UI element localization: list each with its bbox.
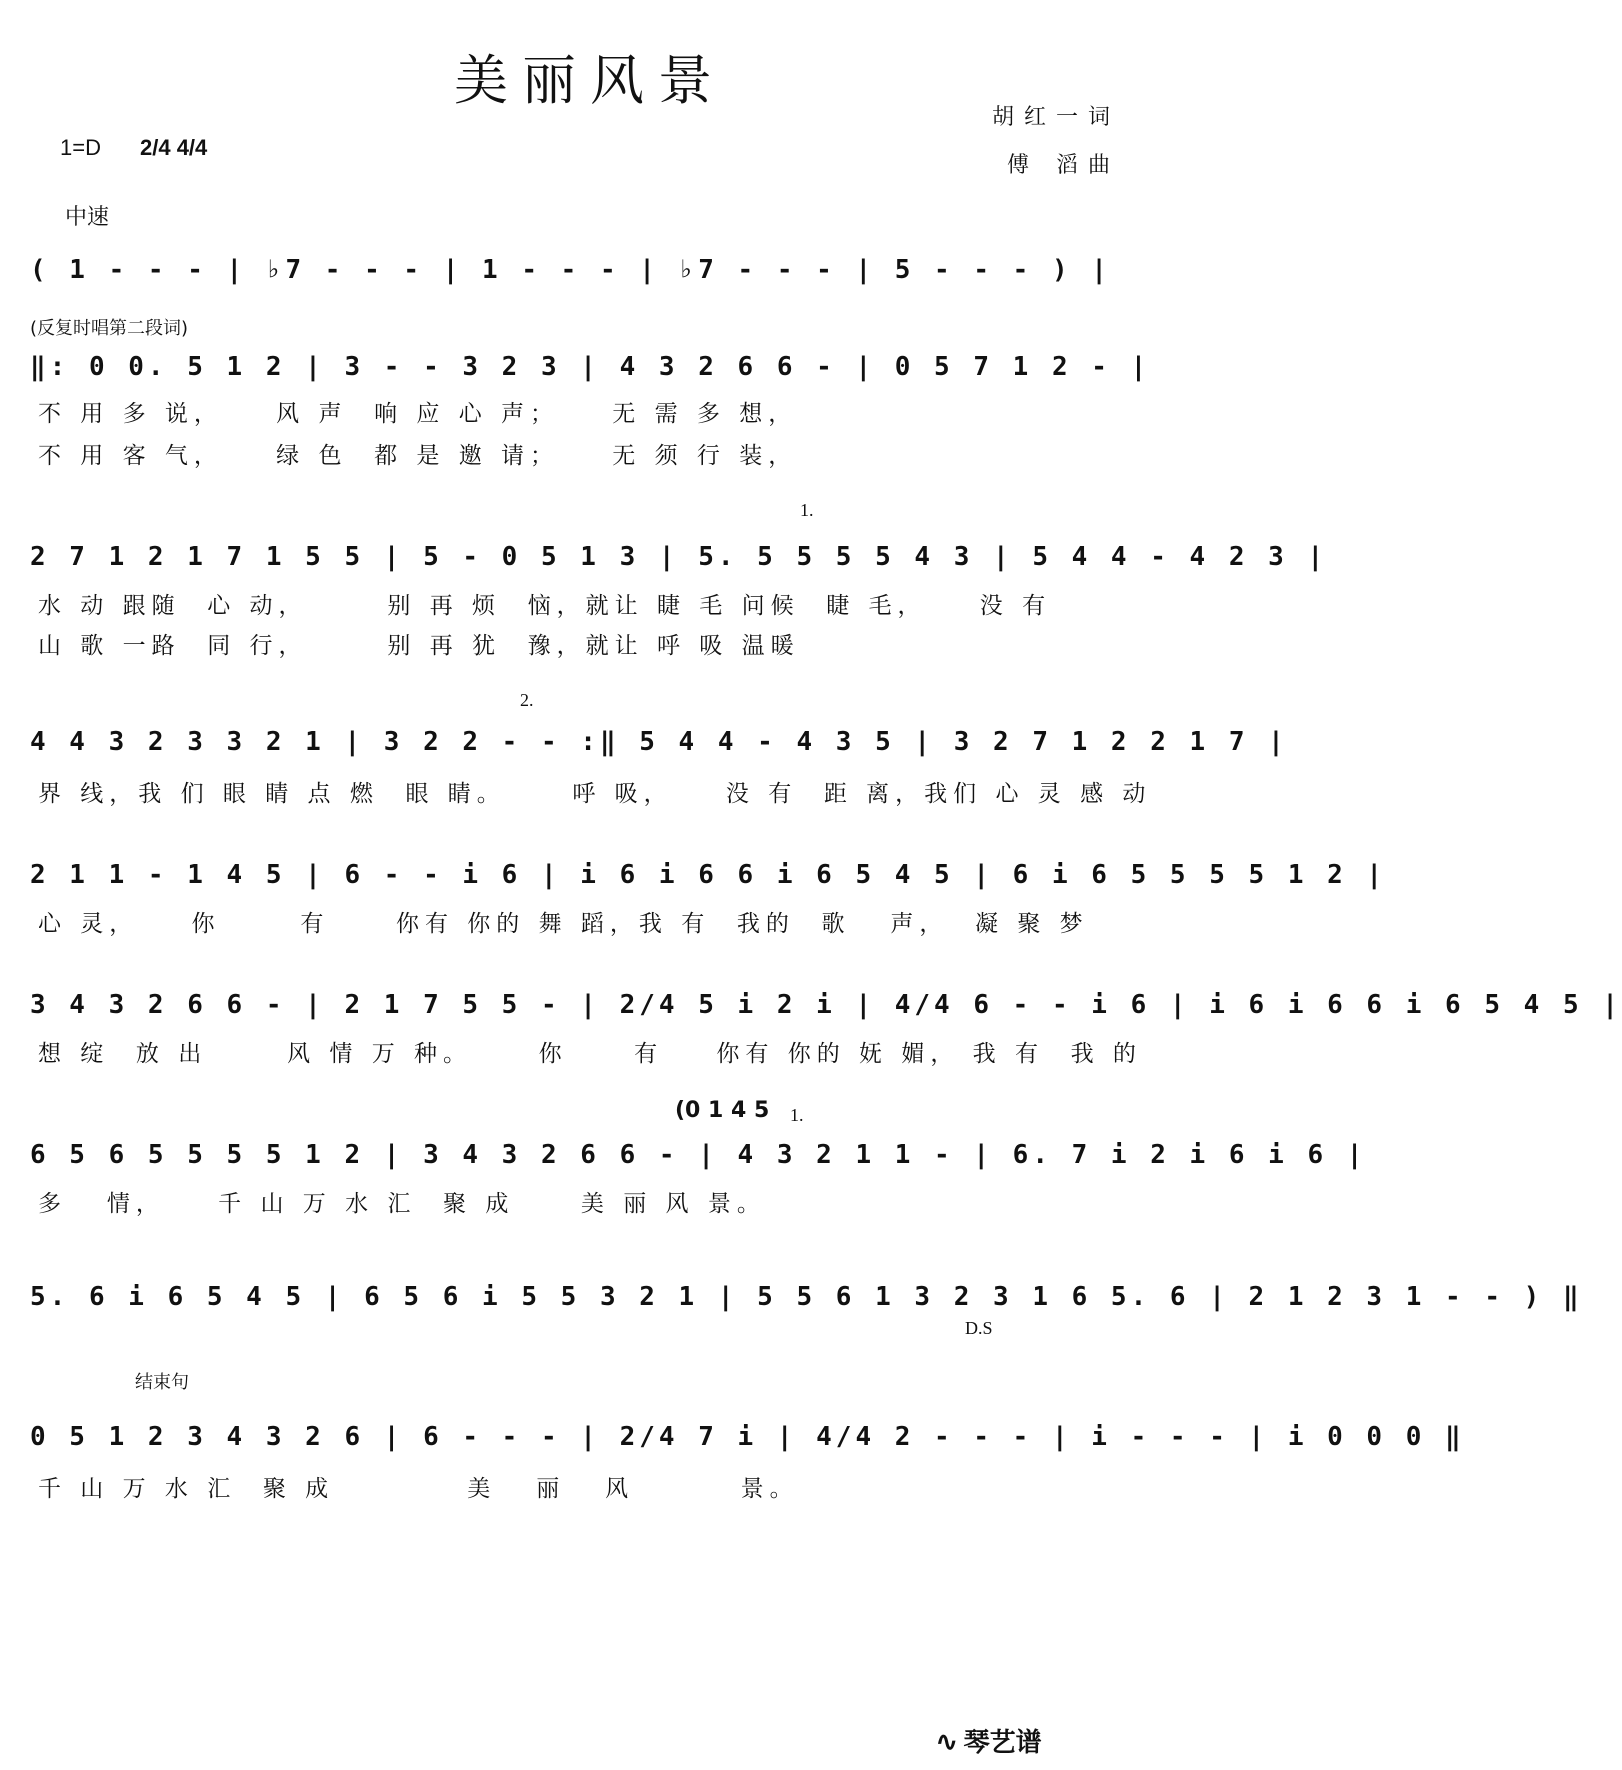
tempo-marking: 中速 xyxy=(65,204,110,229)
key-signature: 1=D xyxy=(60,135,101,160)
music-system-8: 5. 6 i 6 5 4 5 | 6 5 6 i 5 5 3 2 1 | 5 5 6 1 3 2 3 1 6 5. 6 | 2 1 2 3 1 - - ) ‖ xyxy=(30,1282,1583,1312)
lyrics-system-3-verse-1: 水 动 跟随 心 动， 别 再 烦 恼，就让 睫 毛 问候 睫 毛， 没 有 xyxy=(38,593,1052,619)
music-system-2: ‖: 0 0. 5 1 2 | 3 - - 3 2 3 | 4 3 2 6 6 - | 0 5 7 1 2 - | xyxy=(30,352,1151,382)
lyrics-system-9: 千 山 万 水 汇 聚 成 美 丽 风 景。 xyxy=(38,1476,799,1502)
lyrics-system-3-verse-2: 山 歌 一路 同 行， 别 再 犹 豫，就让 呼 吸 温暖 xyxy=(38,633,800,659)
page-title: 美丽风景 xyxy=(454,49,726,112)
music-system-9: 0 5 1 2 3 4 3 2 6 | 6 - - - | 2/4 7 i | 4/4 2 - - - | i - - - | i 0 0 0 ‖ xyxy=(30,1422,1465,1452)
volta-1: 1. xyxy=(800,500,814,520)
watermark: ∿ 琴艺谱 xyxy=(935,1725,1042,1758)
volta-1b: 1. xyxy=(790,1105,804,1125)
lyrics-system-5: 心 灵， 你 有 你有 你的 舞 蹈，我 有 我的 歌 声， 凝 聚 梦 xyxy=(38,911,1089,937)
music-system-3: 2 7 1 2 1 7 1 5 5 | 5 - 0 5 1 3 | 5. 5 5 5 5 4 3 | 5 4 4 - 4 2 3 | xyxy=(30,542,1328,572)
volta-2: 2. xyxy=(520,690,534,710)
lyrics-system-7: 多 情， 千 山 万 水 汇 聚 成 美 丽 风 景。 xyxy=(38,1191,766,1217)
composer-credit: 傅 滔曲 xyxy=(1007,153,1120,178)
music-system-5: 2 1 1 - 1 4 5 | 6 - - i 6 | i 6 i 6 6 i 6 5 4 5 | 6 i 6 5 5 5 5 1 2 | xyxy=(30,860,1387,890)
intro-notes: (0 1 4 5 xyxy=(675,1098,770,1123)
logo-icon: ∿ xyxy=(935,1725,959,1758)
music-system-6: 3 4 3 2 6 6 - | 2 1 7 5 5 - | 2/4 5 i 2 i | 4/4 6 - - i 6 | i 6 i 6 6 i 6 5 4 5 | xyxy=(30,990,1622,1020)
ds-marking: D.S xyxy=(965,1318,993,1338)
time-signature: 2/4 4/4 xyxy=(140,135,208,160)
lyrics-system-6: 想 绽 放 出 风 情 万 种。 你 有 你有 你的 妩 媚， 我 有 我 的 xyxy=(38,1041,1142,1067)
lyrics-system-2-verse-1: 不 用 多 说， 风 声 响 应 心 声； 无 需 多 想， xyxy=(38,401,798,427)
music-system-7: 6 5 6 5 5 5 5 1 2 | 3 4 3 2 6 6 - | 4 3 2 1 1 - | 6. 7 i 2 i 6 i 6 | xyxy=(30,1140,1367,1170)
segno-note: (反复时唱第二段词) xyxy=(30,318,189,339)
lyrics-system-2-verse-2: 不 用 客 气， 绿 色 都 是 邀 请； 无 须 行 装， xyxy=(38,443,798,469)
music-system-1: ( 1 - - - | ♭7 - - - | 1 - - - | ♭7 - - - | 5 - - - ) | xyxy=(30,255,1111,285)
ending-label: 结束句 xyxy=(135,1372,189,1393)
music-system-4: 4 4 3 2 3 3 2 1 | 3 2 2 - - :‖ 5 4 4 - 4 3 5 | 3 2 7 1 2 2 1 7 | xyxy=(30,727,1288,757)
lyricist-credit: 胡红一词 xyxy=(991,105,1120,130)
lyrics-system-4: 界 线，我 们 眼 睛 点 燃 眼 睛。 呼 吸， 没 有 距 离，我们 心 灵 感 动 xyxy=(38,781,1152,807)
